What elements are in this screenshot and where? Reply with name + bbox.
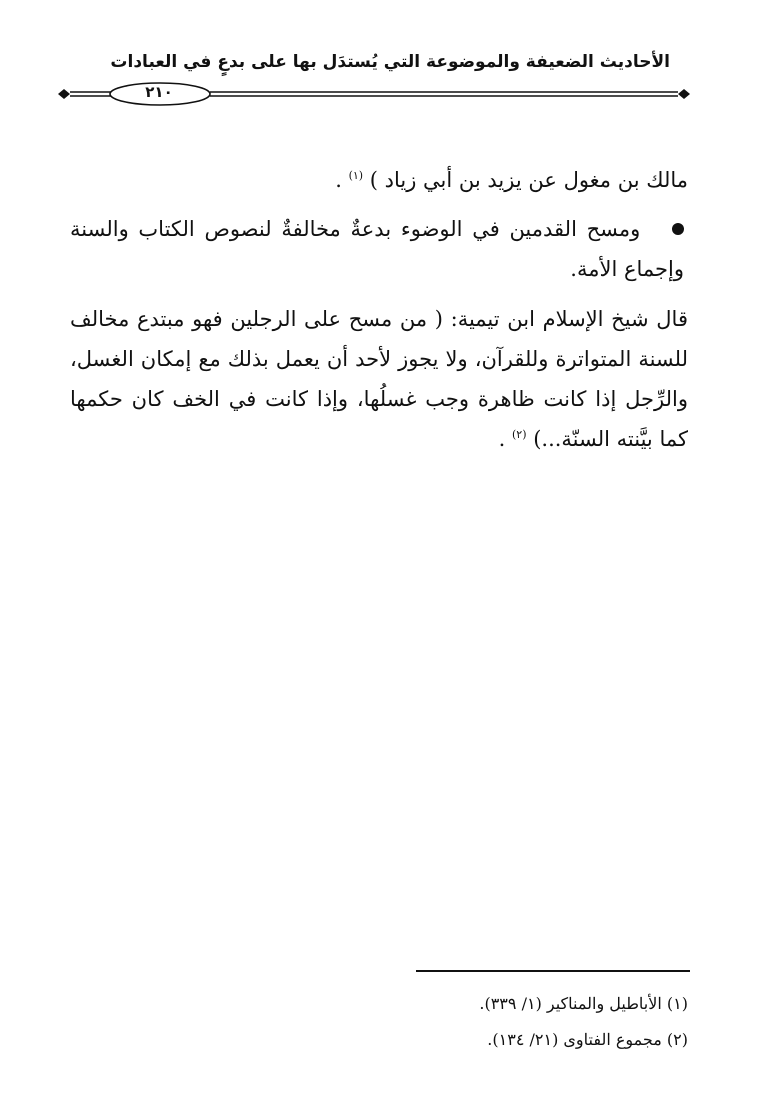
footnote-ref-1[interactable]: (١): [348, 169, 364, 182]
footnote-1: (١) الأباطيل والمناكير (١/ ٣٣٩).: [479, 994, 688, 1013]
running-header-title: الأحاديث الضعيفة والموضوعة التي يُستدَل بها على بدعٍ في العبادات: [110, 52, 670, 72]
main-text: [70, 160, 688, 459]
footnote-2: (٢) مجموع الفتاوى (٢١/ ١٣٤).: [487, 1030, 688, 1049]
footnote-divider: [416, 970, 690, 972]
quote-paragraph: [70, 299, 688, 459]
footnote-ref-2[interactable]: (٢): [512, 428, 527, 441]
page-number: ٢١٠: [145, 83, 173, 101]
intro-text: مالك بن مغول عن يزيد بن أبي زياد ): [369, 168, 688, 192]
footnotes: [300, 986, 688, 1058]
quote-text: قال شيخ الإسلام ابن تيمية: ( من مسح على الرجلين فهو مبتدع مخالف للسنة المتواترة وللقرآن، ولا يجوز لأحد أن يعمل بذلك مع إمكان الغسل، والرِّجل إذا كانت ظاهرة وجب غسلُها، وإذا كانت في الخف كان حكمها كما بيَّنته السنّة...): [70, 307, 688, 451]
quote-end: .: [498, 427, 506, 451]
intro-end: .: [335, 168, 342, 192]
bullet-paragraph: [70, 209, 688, 289]
bullet-icon: [672, 223, 684, 235]
paragraph-intro: [70, 160, 688, 200]
bullet-text: ومسح القدمين في الوضوء بدعةٌ مخالفةٌ لنصوص الكتاب والسنة وإجماع الأمة.: [70, 217, 684, 281]
